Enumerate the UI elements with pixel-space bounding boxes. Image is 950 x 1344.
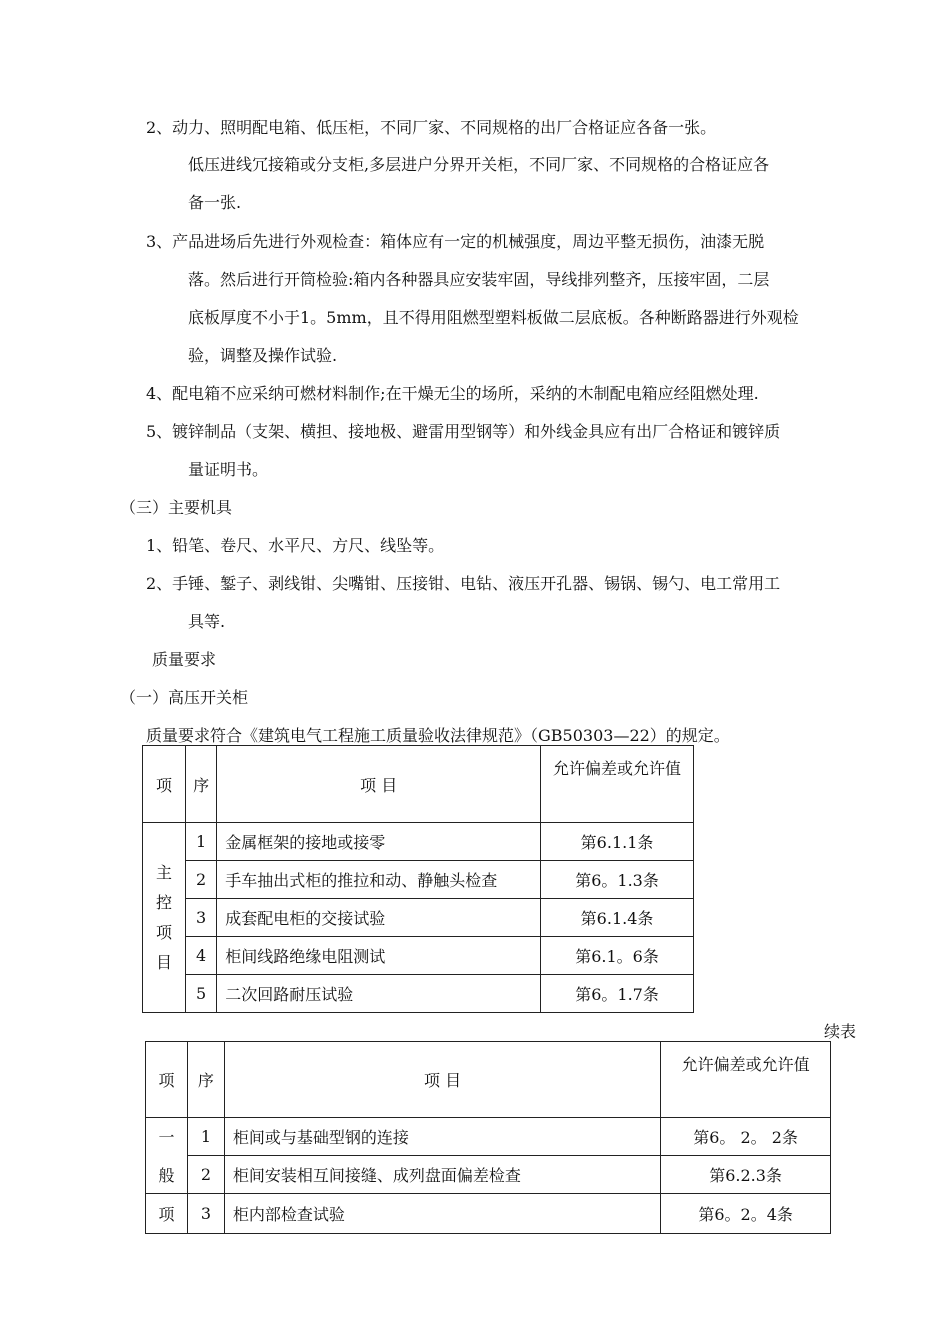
tools-item-1: 1、铅笔、卷尺、水平尺、方尺、线坠等。: [146, 536, 445, 555]
row-value: 第6.1。6条: [541, 937, 694, 975]
row-item: 二次回路耐压试验: [217, 975, 541, 1013]
group-char: 目: [155, 952, 172, 972]
row-value: 第6。1.7条: [541, 975, 694, 1013]
table-row: [143, 861, 694, 899]
table-row: [143, 975, 694, 1013]
paragraph-item-3-cont: 底板厚度不小于1。5mm，且不得用阻燃型塑料板做二层底板。各种断路器进行外观检: [188, 308, 799, 327]
table-row: [143, 937, 694, 975]
paragraph-item-2-cont: 低压进线冗接箱或分支柜,多层进户分界开关柜，不同厂家、不同规格的合格证应各: [188, 155, 770, 174]
row-seq: 1: [185, 823, 216, 861]
tools-item-2-cont: 具等.: [188, 612, 226, 631]
quality-heading: 质量要求: [152, 650, 217, 669]
section-heading-tools: （三）主要机具: [120, 498, 233, 517]
paragraph-item-5: 5、镀锌制品（支架、横担、接地极、避雷用型钢等）和外线金具应有出厂合格证和镀锌质: [146, 422, 781, 441]
group-char: 一: [146, 1118, 188, 1156]
section-heading-hv-cabinet: （一）高压开关柜: [120, 688, 249, 707]
paragraph-item-3-cont: 验，调整及操作试验.: [188, 346, 338, 365]
header-category: 项: [146, 1042, 188, 1118]
row-value: 第6.2.3条: [661, 1156, 831, 1194]
paragraph-item-2: 2、动力、照明配电箱、低压柜，不同厂家、不同规格的出厂合格证应各备一张。: [146, 118, 717, 137]
table-row: [146, 1194, 831, 1234]
continued-table-label: 续表: [824, 1022, 857, 1041]
header-seq: 序: [185, 746, 216, 823]
general-items-table: [145, 1041, 831, 1234]
paragraph-item-5-cont: 量证明书。: [188, 460, 269, 479]
paragraph-item-2-cont: 备一张.: [188, 193, 242, 212]
header-item: 项 目: [217, 746, 541, 823]
row-seq: 1: [187, 1118, 224, 1156]
group-char: 主: [155, 862, 172, 882]
row-seq: 2: [185, 861, 216, 899]
row-seq: 5: [185, 975, 216, 1013]
row-item: 成套配电柜的交接试验: [217, 899, 541, 937]
header-seq: 序: [187, 1042, 224, 1118]
table-header-row: [146, 1042, 831, 1118]
row-item: 金属框架的接地或接零: [217, 823, 541, 861]
row-seq: 3: [185, 899, 216, 937]
row-item: 柜间安装相互间接缝、成列盘面偏差检查: [224, 1156, 660, 1194]
table-row: [146, 1156, 831, 1194]
quality-intro: 质量要求符合《建筑电气工程施工质量验收法律规范》（GB50303—22）的规定。: [146, 726, 730, 745]
group-char: 般: [146, 1156, 188, 1194]
group-char: 项: [146, 1194, 188, 1234]
table-header-row: [143, 746, 694, 823]
row-seq: 2: [187, 1156, 224, 1194]
group-char: 控: [155, 892, 172, 912]
row-value: 第6.1.4条: [541, 899, 694, 937]
row-value: 第6。 2。 2条: [661, 1118, 831, 1156]
table-row: [143, 899, 694, 937]
row-item: 柜内部检查试验: [224, 1194, 660, 1234]
row-value: 第6。1.3条: [541, 861, 694, 899]
header-category: 项: [143, 746, 186, 823]
main-control-table: [142, 745, 694, 1013]
header-tolerance: 允许偏差或允许值: [541, 746, 694, 823]
row-seq: 4: [185, 937, 216, 975]
table-row: [143, 823, 694, 861]
paragraph-item-3: 3、产品进场后先进行外观检查：箱体应有一定的机械强度，周边平整无损伤，油漆无脱: [146, 232, 765, 251]
paragraph-item-3-cont: 落。然后进行开筒检验:箱内各种器具应安装牢固，导线排列整齐，压接牢固，二层: [188, 270, 770, 289]
row-value: 第6。2。4条: [661, 1194, 831, 1234]
header-tolerance: 允许偏差或允许值: [661, 1042, 831, 1118]
table-row: [146, 1118, 831, 1156]
row-seq: 3: [187, 1194, 224, 1234]
row-item: 手车抽出式柜的推拉和动、静触头检查: [217, 861, 541, 899]
header-item: 项 目: [224, 1042, 660, 1118]
group-char: 项: [155, 922, 172, 942]
tools-item-2: 2、手锤、錾子、剥线钳、尖嘴钳、压接钳、电钻、液压开孔器、锡锅、锡勺、电工常用工: [146, 574, 781, 593]
row-value: 第6.1.1条: [541, 823, 694, 861]
row-item: 柜间或与基础型钢的连接: [224, 1118, 660, 1156]
paragraph-item-4: 4、配电箱不应采纳可燃材料制作;在干燥无尘的场所，采纳的木制配电箱应经阻燃处理.: [146, 384, 759, 403]
group-cell-main-control: [143, 823, 186, 1013]
row-item: 柜间线路绝缘电阻测试: [217, 937, 541, 975]
